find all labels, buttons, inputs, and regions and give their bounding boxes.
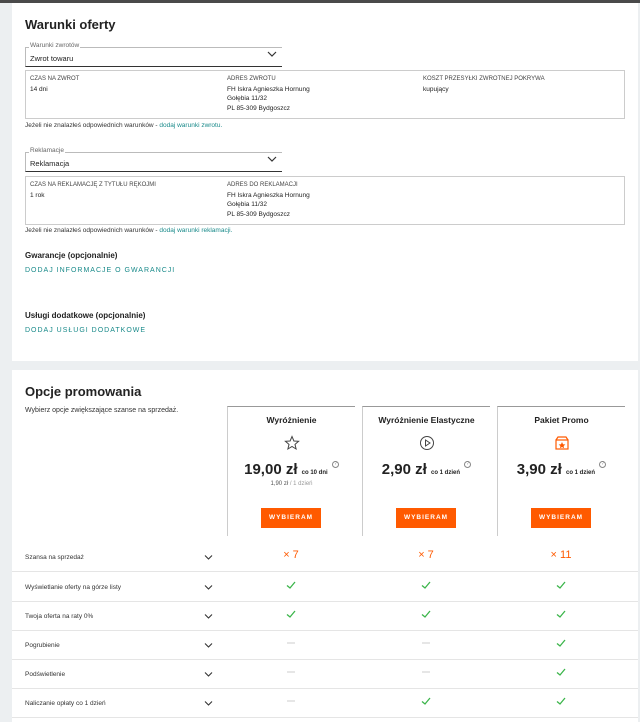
package-unit-price: 1,90 zł / 1 dzień — [270, 481, 313, 487]
complaint-address-label: ADRES DO REKLAMACJI — [227, 182, 298, 188]
chevron-down-icon — [266, 154, 278, 164]
chevron-down-icon[interactable] — [203, 612, 214, 621]
comparison-row[interactable] — [12, 543, 638, 572]
services-title: Usługi dodatkowe (opcjonalnie) — [25, 311, 146, 320]
offer-terms-title: Warunki oferty — [25, 17, 116, 32]
warranty-title: Gwarancje (opcjonalnie) — [25, 251, 118, 260]
check-icon — [227, 579, 355, 594]
check-icon — [497, 666, 625, 681]
package-flexible-highlight — [362, 406, 490, 536]
comparison-row-label: Wyświetlanie oferty na górze listy — [25, 584, 122, 591]
dash-icon — [362, 637, 490, 652]
check-icon — [362, 579, 490, 594]
promo-package-icon — [554, 435, 570, 451]
chevron-down-icon[interactable] — [203, 641, 214, 650]
chevron-down-icon — [266, 49, 278, 59]
add-warranty-link[interactable]: DODAJ INFORMACJE O GWARANCJI — [25, 267, 176, 274]
comparison-row-label: Twoja oferta na raty 0% — [25, 613, 94, 620]
comparison-row-label: Podświetlenie — [25, 671, 66, 678]
sales-multiplier: × 7 — [418, 549, 434, 561]
dash-icon — [362, 666, 490, 681]
check-icon — [497, 695, 625, 710]
comparison-row[interactable] — [12, 660, 638, 689]
comparison-row-label: Szansa na sprzedaż — [25, 554, 84, 561]
check-icon — [362, 608, 490, 623]
complaints-select-legend: Reklamacje — [30, 147, 64, 154]
chevron-down-icon[interactable] — [203, 553, 214, 562]
add-return-terms-link[interactable]: dodaj warunki zwrotu. — [159, 122, 223, 129]
add-services-link[interactable]: DODAJ USŁUGI DODATKOWE — [25, 327, 147, 334]
comparison-row-label: Naliczanie opłaty co 1 dzień — [25, 700, 106, 707]
check-icon — [497, 579, 625, 594]
choose-promo-button[interactable]: WYBIERAM — [531, 508, 591, 528]
package-price: 19,00 zł co 10 dni ? — [228, 461, 355, 478]
return-cost-value: kupujący — [423, 85, 449, 93]
complaints-info-box — [25, 176, 625, 225]
comparison-row[interactable] — [12, 631, 638, 660]
complaint-address-line3: PL 85-309 Bydgoszcz — [227, 210, 290, 218]
return-address-line2: Gołębia 11/32 — [227, 95, 267, 102]
package-promo — [497, 406, 625, 536]
package-name: Pakiet Promo — [534, 415, 589, 425]
info-icon[interactable]: ? — [332, 461, 339, 468]
star-icon — [284, 435, 300, 451]
dash-icon — [227, 637, 355, 652]
returns-info-box — [25, 70, 625, 119]
comparison-row[interactable] — [12, 573, 638, 602]
check-icon — [497, 637, 625, 652]
sales-multiplier: × 7 — [283, 549, 299, 561]
promo-options-card — [12, 370, 638, 722]
comparison-row-label: Pogrubienie — [25, 642, 60, 649]
return-address-line1: FH Iskra Agnieszka Hornung — [227, 85, 310, 93]
return-cost-label: KOSZT PRZESYŁKI ZWROTNEJ POKRYWA — [423, 76, 545, 82]
promo-title: Opcje promowania — [25, 384, 142, 399]
check-icon — [227, 608, 355, 623]
complaint-address-line2: Gołębia 11/32 — [227, 201, 267, 208]
complaint-address-line1: FH Iskra Agnieszka Hornung — [227, 191, 310, 199]
chevron-down-icon[interactable] — [203, 670, 214, 679]
promo-description: Wybierz opcje zwiększające szanse na sprzedaż. — [25, 407, 179, 414]
returns-note: Jeżeli nie znalazłeś odpowiednich warunków - dodaj warunki zwrotu. — [25, 122, 223, 129]
check-icon — [497, 608, 625, 623]
complaints-select-value: Reklamacja — [30, 159, 70, 168]
complaints-note: Jeżeli nie znalazłeś odpowiednich warunków - dodaj warunki reklamacji. — [25, 227, 233, 234]
complaints-select[interactable] — [25, 147, 282, 172]
package-price: 2,90 zł co 1 dzień ? — [363, 461, 490, 478]
return-time-value: 14 dni — [30, 85, 48, 93]
choose-highlight-button[interactable]: WYBIERAM — [261, 508, 321, 528]
play-circle-icon — [419, 435, 435, 451]
return-address-line3: PL 85-309 Bydgoszcz — [227, 104, 290, 112]
dash-icon — [227, 695, 355, 710]
offer-terms-card — [12, 3, 638, 361]
return-address-label: ADRES ZWROTU — [227, 76, 276, 82]
add-complaint-terms-link[interactable]: dodaj warunki reklamacji. — [159, 227, 233, 234]
comparison-row[interactable] — [12, 602, 638, 631]
dash-icon — [227, 666, 355, 681]
comparison-row[interactable] — [12, 689, 638, 718]
package-name: Wyróżnienie — [266, 415, 317, 425]
returns-select-value: Zwrot towaru — [30, 54, 74, 63]
choose-flexible-button[interactable]: WYBIERAM — [396, 508, 456, 528]
check-icon — [362, 695, 490, 710]
returns-select-legend: Warunki zwrotów — [30, 42, 80, 49]
package-price: 3,90 zł co 1 dzień ? — [498, 461, 625, 478]
info-icon[interactable]: ? — [464, 461, 471, 468]
sales-multiplier: × 11 — [550, 549, 572, 561]
return-time-label: CZAS NA ZWROT — [30, 76, 80, 82]
chevron-down-icon[interactable] — [203, 583, 214, 592]
chevron-down-icon[interactable] — [203, 699, 214, 708]
info-icon[interactable]: ? — [599, 461, 606, 468]
complaint-time-label: CZAS NA REKLAMACJĘ Z TYTUŁU RĘKOJMI — [30, 182, 156, 188]
complaint-time-value: 1 rok — [30, 191, 45, 199]
returns-select[interactable] — [25, 42, 282, 67]
package-name: Wyróżnienie Elastyczne — [378, 415, 475, 425]
package-highlight — [227, 406, 355, 536]
